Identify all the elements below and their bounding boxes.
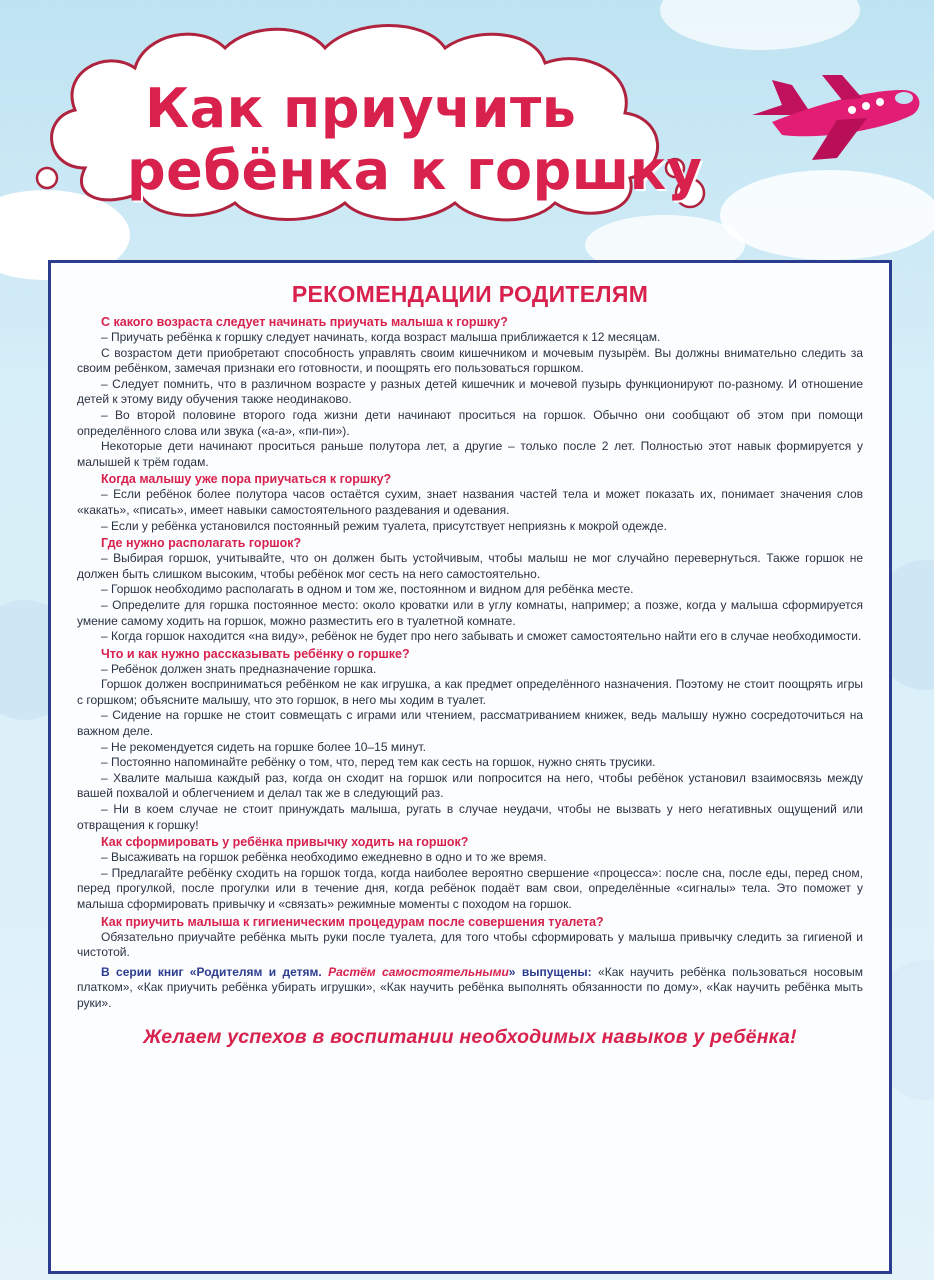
section-paragraph: Горшок должен восприниматься ребёнком не как игрушка, а как предмет определённого назначения. Поэтому не стоит поощрять игры с горшком; объясните малышу, что это горшок, в него мы ходим в туалет. <box>77 677 863 707</box>
section <box>77 834 863 912</box>
title-line-2: ребёнка к горшку <box>127 139 703 202</box>
section-question: Где нужно располагать горшок? <box>101 536 302 551</box>
section-paragraph: – Приучать ребёнка к горшку следует начинать, когда возраст малыша приближается к 12 месяцам. <box>101 330 661 344</box>
section-paragraph: Обязательно приучайте ребёнка мыть руки после туалета, для того чтобы сформировать у малыша привычку следить за гигиеной и чистотой. <box>77 929 863 960</box>
section-paragraph: – Предлагайте ребёнку сходить на горшок тогда, когда наиболее вероятно свершение «процесса»: после сна, после еды, перед сном, перед прогулкой, после прогулки или в течение дня, когда ребёнок подаёт вам свои, определённые «сигналы» тела. Это поможет у малыша сформировать привычку и «связать» режимные моменты с походом на горшок. <box>77 865 863 911</box>
series-lead-end: » выпущены: <box>508 964 592 979</box>
sections-container <box>77 314 863 961</box>
section-paragraph: С возрастом дети приобретают способность управлять своим кишечником и мочевым пузырём. Вы должны внимательно следить за своим ребёнком, замечая признаки его готовности, и поощрять его пользоваться горшком. <box>77 345 863 376</box>
section-paragraph: Некоторые дети начинают проситься раньше полутора лет, а другие – только после 2 лет. Полностью этот навык формируется у малышей к трём годам. <box>77 439 863 469</box>
cloud-icon <box>720 170 934 260</box>
section-paragraph: – Хвалите малыша каждый раз, когда он сходит на горшок или попросится на него, чтобы ребёнок установил взаимосвязь между вашей похвалой и облегчением и делал так же в следующий раз. <box>77 770 863 801</box>
section <box>77 914 863 961</box>
section-paragraph: – Не рекомендуется сидеть на горшке более 10–15 минут. <box>101 739 426 754</box>
title-cloud <box>25 18 715 228</box>
series-lead: В серии книг «Родителям и детям. <box>101 964 329 979</box>
section-paragraph: – Ребёнок должен знать предназначение горшка. <box>101 661 377 676</box>
series-title: Растём самостоятельными <box>328 964 509 979</box>
title-line-1: Как приучить <box>145 77 577 140</box>
section-paragraph: – Следует помнить, что в различном возрасте у разных детей кишечник и мочевой пузырь функционируют по-разному. И отношение детей к этому виду обучения также неодинаково. <box>77 376 863 407</box>
section-question: С какого возраста следует начинать приучать малыша к горшку? <box>101 315 508 329</box>
section-question: Что и как нужно рассказывать ребёнку о горшке? <box>101 646 410 661</box>
section-question: Как сформировать у ребёнка привычку ходить на горшок? <box>101 835 469 850</box>
section-paragraph: – Определите для горшка постоянное место: около кроватки или в углу комнаты, например; а позже, когда у малыша сформируется умение самому ходить на горшок, можно разместить его в туалетной комнате. <box>77 597 863 628</box>
section-paragraph: – Если у ребёнка установился постоянный режим туалета, присутствует неприязнь к мокрой одежде. <box>101 518 667 533</box>
section-paragraph: – Если ребёнок более полутора часов остаётся сухим, знает названия частей тела и может показать их, понимает значения слов «какать», «писать», имеет навыки самостоятельного раздевания и одевания. <box>77 487 863 517</box>
section-paragraph: – Когда горшок находится «на виду», ребёнок не будет про него забывать и сможет самостоятельно найти его в случае необходимости. <box>101 629 862 644</box>
section-paragraph: – Сидение на горшке не стоит совмещать с играми или чтением, рассматриванием книжек, ведь малышу нужно сосредоточиться на важном деле. <box>77 708 863 739</box>
section <box>77 646 863 834</box>
page-title <box>127 77 703 202</box>
panel-title: РЕКОМЕНДАЦИИ РОДИТЕЛЯМ <box>291 281 649 307</box>
closing-wish: Желаем успехов в воспитании необходимых навыков у ребёнка! <box>143 1025 797 1048</box>
section-question: Как приучить малыша к гигиеническим процедурам после совершения туалета? <box>101 914 604 929</box>
section <box>77 535 863 645</box>
section-question: Когда малышу уже пора приучаться к горшку? <box>101 472 392 487</box>
series-list: «Как научить ребёнка пользоваться носовым платком», «Как приучить ребёнка убирать игрушки», «Как научить ребёнка выполнять обязанности по дому», «Как научить ребёнка мыть руки». <box>77 964 863 1010</box>
section-paragraph: – Во второй половине второго года жизни дети начинают проситься на горшок. Обычно они сообщают об этом при помощи определённого слова или звука («а-а», «пи-пи»). <box>77 407 863 438</box>
recommendations-panel <box>48 260 892 1274</box>
section-paragraph: – Постоянно напоминайте ребёнку о том, что, перед тем как сесть на горшок, нужно снять трусики. <box>101 755 656 770</box>
airplane-icon <box>742 60 927 170</box>
section-paragraph: – Высаживать на горшок ребёнка необходимо ежедневно в одно и то же время. <box>101 850 547 865</box>
section-paragraph: – Горшок необходимо располагать в одном и том же, постоянном и видном для ребёнка месте. <box>101 582 634 597</box>
section <box>77 471 863 534</box>
book-series-note <box>77 965 863 1012</box>
section-paragraph: – Ни в коем случае не стоит принуждать малыша, ругать в случае неудачи, чтобы не вызвать у него негативных ощущений или отвращения к горшку! <box>77 802 863 832</box>
section-paragraph: – Выбирая горшок, учитывайте, что он должен быть устойчивым, чтобы малыш не мог случайно перевернуться. Также горшок не должен быть слишком высоким, чтобы ребёнок мог сесть на него самостоятельно. <box>77 551 863 581</box>
section <box>77 314 863 470</box>
